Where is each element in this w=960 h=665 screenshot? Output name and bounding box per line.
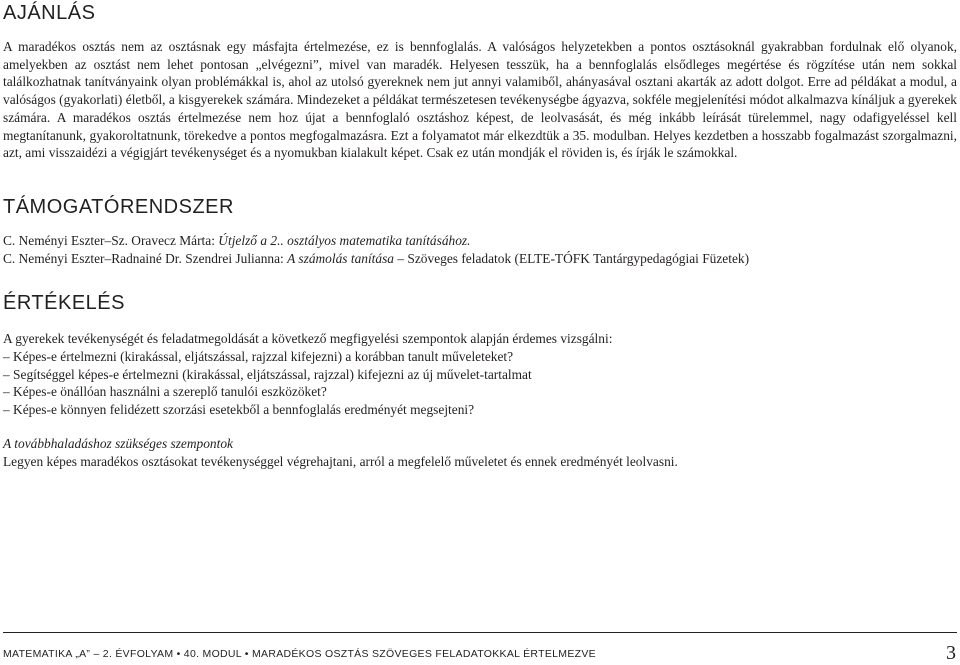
criteria-list: [3, 348, 532, 419]
reference-2-title: A számolás tanítása: [287, 251, 395, 266]
criteria-item: – Képes-e könnyen felidézett szorzási esetekből a bennfoglalás eredményét megsejteni?: [3, 401, 532, 419]
further-text: Legyen képes maradékos osztásokat tevékenységgel végrehajtani, arról a megfelelő műveletet és ennek eredményét leolvasni.: [3, 454, 678, 469]
section-heading-tamogato: TÁMOGATÓRENDSZER: [3, 196, 234, 218]
reference-2-authors: C. Neményi Eszter–Radnainé Dr. Szendrei Julianna:: [3, 251, 288, 266]
reference-2-rest: – Szöveges feladatok (ELTE-TÓFK Tantárgypedagógiai Füzetek): [394, 251, 750, 266]
criteria-item: – Segítséggel képes-e értelmezni (kirakással, eljátszással, rajzzal) kifejezni az új művelet-tartalmat: [3, 366, 532, 384]
reference-2: [3, 250, 749, 268]
reference-1-authors: C. Neményi Eszter–Sz. Oravecz Márta:: [3, 233, 219, 248]
page-number: 3: [946, 642, 956, 664]
page-footer: MATEMATIKA „A” – 2. ÉVFOLYAM • 40. MODUL • MARADÉKOS OSZTÁS SZÖVEGES FELADATOKKAL ÉRTELMEZVE: [3, 648, 596, 660]
reference-1: [3, 232, 470, 250]
reference-1-title: Útjelző a 2.. osztályos matematika tanításához.: [218, 233, 471, 248]
criteria-item: – Képes-e önállóan használni a szereplő tanulói eszközöket?: [3, 383, 532, 401]
section-heading-ajanlas: AJÁNLÁS: [3, 2, 96, 24]
footer-divider: [3, 632, 957, 633]
ajanlas-paragraph: A maradékos osztás nem az osztásnak egy másfajta értelmezése, ez is bennfoglalás. A valóságos helyzetekben a pontos osztásoknál gyakrabban fordulnak elő olyanok, amelyekben az osztást nem lehet pontosan „elvégezni”, mivel van maradék. Helyesen tesszük, ha a bennfoglalás elsődleges megértése és rögzítése után nem sokkal találkozhatnak tanítványaink olyan problémákkal is, ahol az utolsó gyereknek nem jut annyi valamiből, ahányasával osztani akarták az adott dolgot. Erre ad példákat a modul, a valóságos (gyakorlati) életből, a kisgyerekek számára. Mindezeket a példákat természetesen tevékenységbe ágyazva, sokféle megjelenítési módot alkalmazva kínáljuk a gyerekek számára. A maradékos osztás értelmezése nem hoz újat a bennfoglaló osztáshoz képest, de leolvasását, és még inkább leírását türelemmel, nagy odafigyeléssel kell megtanítanunk, gyakoroltatnunk, törekedve a pontos megfogalmazásra. Ezt a folyamatot már elkezdtük a 35. modulban. Helyes kezdetben a hosszabb fogalmazást szorgalmazni, azt, ami visszaidézi a végigjárt tevékenységet és a nyomukban kialakult képet. Csak ez után mondják el röviden is, és írják le számokkal.: [3, 39, 957, 161]
ertekeles-intro: A gyerekek tevékenységét és feladatmegoldását a következő megfigyelési szempontok alapján érdemes vizsgálni:: [3, 331, 613, 346]
further-heading: A továbbhaladáshoz szükséges szempontok: [3, 436, 233, 451]
criteria-item: – Képes-e értelmezni (kirakással, eljátszással, rajzzal kifejezni) a korábban tanult műveleteket?: [3, 348, 532, 366]
section-heading-ertekeles: ÉRTÉKELÉS: [3, 292, 125, 314]
